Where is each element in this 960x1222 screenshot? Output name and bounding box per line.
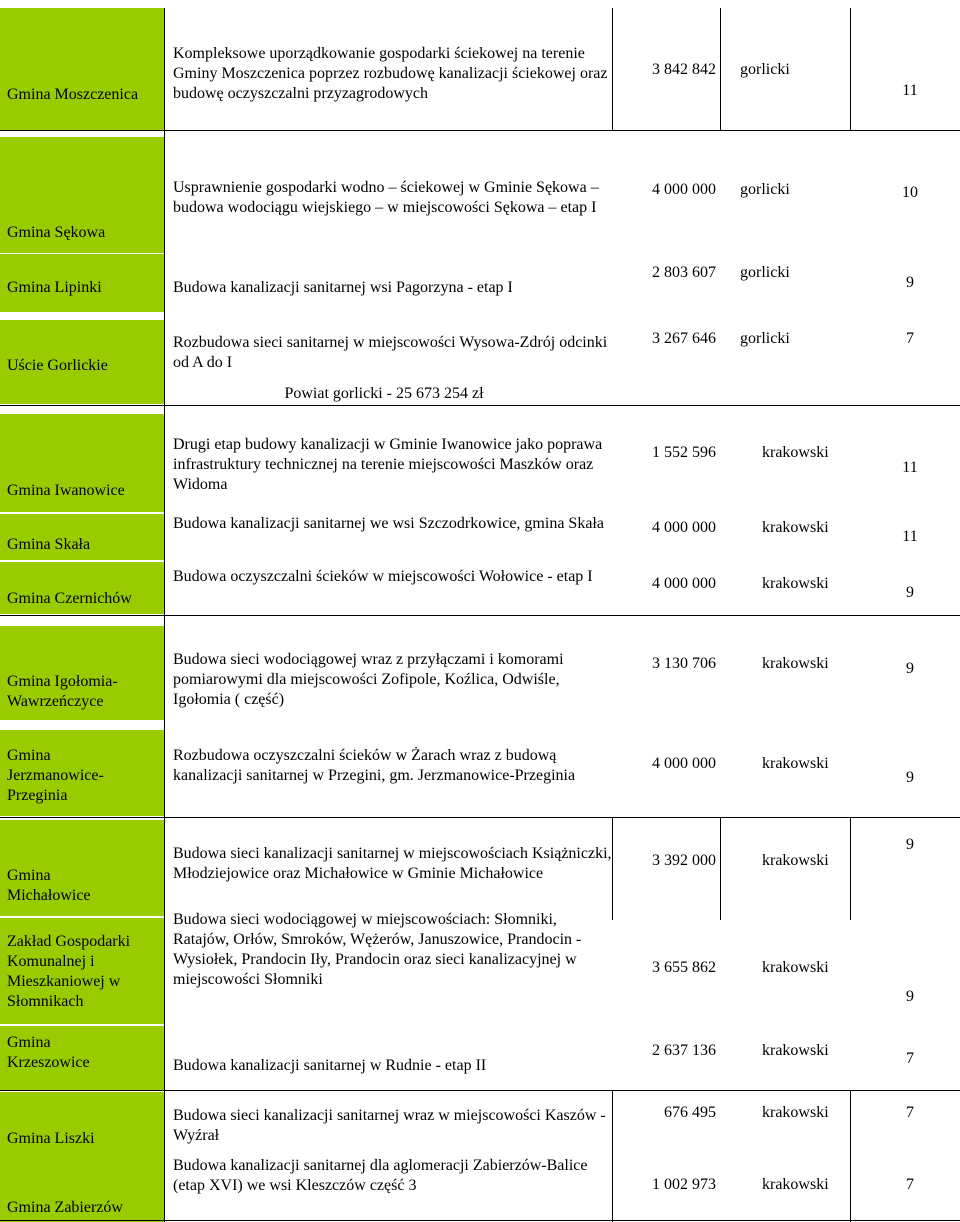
score-cell: 7	[906, 1104, 914, 1121]
project-cell: Rozbudowa oczyszczalni ścieków w Żarach wraz z budową kanalizacji sanitarnej w Przegini, gm. Jerzmanowice-Przeginia	[173, 747, 576, 784]
score-cell: 11	[902, 82, 918, 99]
gmina-cell: Gmina Czernichów	[7, 590, 132, 607]
column-border	[720, 8, 721, 130]
powiat-cell: gorlicki	[740, 61, 790, 78]
score-cell: 11	[902, 528, 918, 545]
gmina-cell: Gmina Skała	[7, 536, 91, 553]
project-cell: Budowa sieci kanalizacji sanitarnej w miejscowościach Książniczki, Młodziejowice oraz Michałowice w Gminie Michałowice	[173, 845, 612, 882]
value-cell: 3 655 862	[652, 959, 716, 976]
row-border	[0, 1220, 960, 1221]
gmina-cell: Gmina Igołomia-Wawrzeńczyce	[7, 673, 118, 710]
powiat-cell: krakowski	[762, 519, 829, 536]
powiat-cell: krakowski	[762, 852, 829, 869]
powiat-cell: krakowski	[762, 755, 829, 772]
powiat-subtotal: Powiat gorlicki - 25 673 254 zł	[284, 385, 484, 402]
gmina-cell: Gmina Liszki	[7, 1130, 95, 1147]
score-cell: 11	[902, 459, 918, 476]
powiat-cell: gorlicki	[740, 264, 790, 281]
score-cell: 9	[906, 769, 914, 786]
powiat-cell: krakowski	[762, 1042, 829, 1059]
project-cell: Usprawnienie gospodarki wodno – ściekowej w Gminie Sękowa – budowa wodociągu wiejskiego – w miejscowości Sękowa – etap I	[173, 179, 599, 216]
value-cell: 676 495	[664, 1104, 716, 1121]
value-cell: 3 130 706	[652, 655, 716, 672]
value-cell: 1 002 973	[652, 1176, 716, 1193]
score-cell: 9	[906, 836, 914, 853]
project-cell: Budowa sieci wodociągowej wraz z przyłączami i komorami pomiarowymi dla miejscowości Zofipole, Koźlica, Odwiśle, Igołomia ( część)	[173, 651, 564, 708]
column-border	[850, 8, 851, 130]
project-cell: Budowa kanalizacji sanitarnej w Rudnie - etap II	[173, 1057, 487, 1074]
column-border	[720, 818, 721, 920]
value-cell: 4 000 000	[652, 519, 716, 536]
project-cell: Drugi etap budowy kanalizacji w Gminie Iwanowice jako poprawa infrastruktury technicznej na terenie miejscowości Maszków oraz Widoma	[173, 436, 603, 493]
score-cell: 10	[902, 184, 918, 201]
gmina-cell: Gmina Krzeszowice	[7, 1034, 90, 1071]
row-border	[0, 817, 960, 818]
gmina-cell: Gmina Iwanowice	[7, 482, 125, 499]
project-cell: Budowa kanalizacji sanitarnej wsi Pagorzyna - etap I	[173, 279, 513, 296]
row-border	[0, 1090, 960, 1091]
value-cell: 4 000 000	[652, 575, 716, 592]
column-border	[164, 8, 165, 1222]
project-cell: Budowa sieci kanalizacji sanitarnej wraz w miejscowości Kaszów - Wyźrał	[173, 1107, 606, 1144]
project-cell: Budowa sieci wodociągowej w miejscowościach: Słomniki, Ratajów, Orłów, Smroków, Wężerów, Januszowice, Prandocin - Wysiołek, Prandocin Iły, Prandocin oraz sieci kanalizacyjnej w miejscowości Słomniki	[173, 911, 582, 988]
gmina-cell: Gmina Lipinki	[7, 279, 102, 296]
project-cell: Rozbudowa sieci sanitarnej w miejscowości Wysowa-Zdrój odcinki od A do I	[173, 334, 608, 371]
powiat-cell: krakowski	[762, 1104, 829, 1121]
gmina-cell: Uście Gorlickie	[7, 357, 108, 374]
powiat-cell: krakowski	[762, 655, 829, 672]
score-cell: 9	[906, 988, 914, 1005]
row-border	[0, 615, 960, 616]
powiat-cell: krakowski	[762, 1176, 829, 1193]
project-cell: Kompleksowe uporządkowanie gospodarki ściekowej na terenie Gminy Moszczenica poprzez rozbudowę kanalizacji ściekowej oraz budowę oczyszczalni przyzagrodowych	[173, 45, 608, 102]
value-cell: 2 803 607	[652, 264, 716, 281]
value-cell: 4 000 000	[652, 181, 716, 198]
score-cell: 7	[906, 330, 914, 347]
powiat-cell: krakowski	[762, 444, 829, 461]
score-cell: 9	[906, 274, 914, 291]
value-cell: 3 392 000	[652, 852, 716, 869]
gmina-cell: Zakład Gospodarki Komunalnej i Mieszkaniowej w Słomnikach	[7, 933, 131, 1010]
row-border	[0, 405, 960, 406]
gmina-cell: Gmina Moszczenica	[7, 86, 139, 103]
score-cell: 7	[906, 1050, 914, 1067]
gmina-cell: Gmina Zabierzów	[7, 1199, 123, 1216]
value-cell: 3 267 646	[652, 330, 716, 347]
powiat-cell: krakowski	[762, 575, 829, 592]
powiat-cell: gorlicki	[740, 330, 790, 347]
value-cell: 2 637 136	[652, 1042, 716, 1059]
value-cell: 1 552 596	[652, 444, 716, 461]
gmina-cell: Gmina Michałowice	[7, 867, 91, 904]
powiat-cell: krakowski	[762, 959, 829, 976]
score-cell: 9	[906, 584, 914, 601]
project-cell: Budowa oczyszczalni ścieków w miejscowości Wołowice - etap I	[173, 568, 593, 585]
value-cell: 4 000 000	[652, 755, 716, 772]
project-cell: Budowa kanalizacji sanitarnej we wsi Szczodrkowice, gmina Skała	[173, 515, 604, 532]
powiat-cell: gorlicki	[740, 181, 790, 198]
value-cell: 3 842 842	[652, 61, 716, 78]
score-cell: 9	[906, 660, 914, 677]
gmina-fill	[0, 8, 164, 130]
project-cell: Budowa kanalizacji sanitarnej dla aglomeracji Zabierzów-Balice (etap XVI) we wsi Kleszczów część 3	[173, 1157, 588, 1194]
gmina-cell: Gmina Jerzmanowice-Przeginia	[7, 747, 104, 804]
score-cell: 7	[906, 1176, 914, 1193]
row-border	[0, 130, 960, 131]
gmina-cell: Gmina Sękowa	[7, 224, 106, 241]
